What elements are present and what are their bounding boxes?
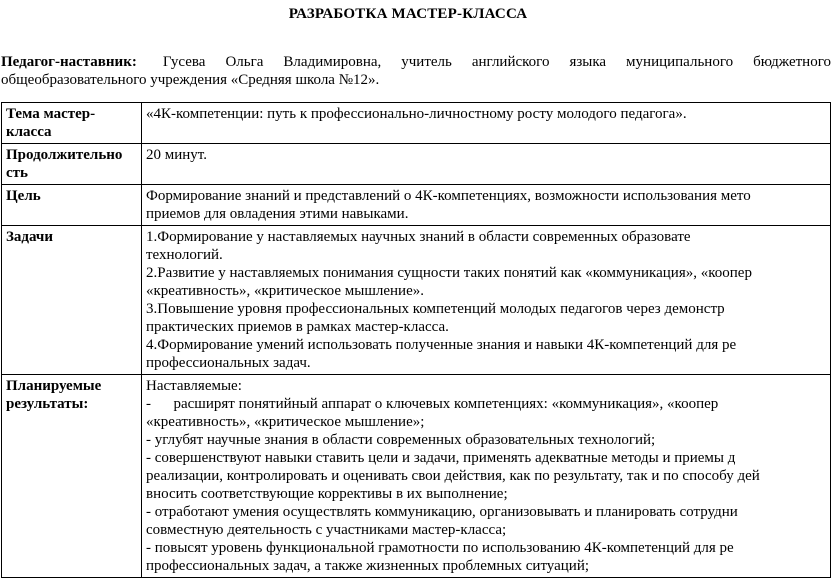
result-line: вносить соответствующие коррективы в их выполнение; xyxy=(146,486,508,502)
label-line: Планируемые xyxy=(6,378,102,394)
teacher-info xyxy=(1,53,831,89)
label-line: Цель xyxy=(6,188,41,204)
label-line: класса xyxy=(6,124,52,140)
teacher-word: английского xyxy=(471,54,550,70)
label-results xyxy=(2,375,142,578)
task-text: профессиональных задач. xyxy=(146,355,311,371)
task-text: Развитие у наставляемых понимания сущности таких понятий как «коммуникация», «коопер xyxy=(157,265,752,281)
result-line: - углубят научные знания в области современных образовательных технологий; xyxy=(146,432,656,448)
result-line: совместную деятельность с участниками мастер-класса; xyxy=(146,522,507,538)
teacher-word: учитель xyxy=(401,54,452,70)
value-line: «4К-компетенции: путь к профессионально-личностному росту молодого педагога». xyxy=(146,106,687,122)
teacher-word: муниципального xyxy=(626,54,734,70)
task-text: Повышение уровня профессиональных компетенций молодых педагогов через демонстр xyxy=(157,301,725,317)
value-tasks xyxy=(142,226,831,375)
teacher-word: бюджетного xyxy=(753,54,831,70)
results-intro: Наставляемые: xyxy=(146,378,242,394)
label-theme xyxy=(2,103,142,144)
document-title: РАЗРАБОТКА МАСТЕР-КЛАССА xyxy=(288,6,528,22)
label-line: сть xyxy=(6,165,28,181)
result-line: - повысят уровень функциональной грамотности по использованию 4К-компетенций для ре xyxy=(146,540,734,556)
result-line: реализации, контролировать и оценивать свои действия, как по результату, так и по способу дей xyxy=(146,468,760,484)
value-duration xyxy=(142,144,831,185)
teacher-line-1 xyxy=(1,53,831,71)
task-number: 4. xyxy=(146,337,158,353)
teacher-word: Ольга xyxy=(225,54,264,70)
result-line: «креативность», «критическое мышление»; xyxy=(146,414,425,430)
value-theme xyxy=(142,103,831,144)
master-class-table xyxy=(1,102,831,578)
teacher-word: языка xyxy=(569,54,607,70)
value-results xyxy=(142,375,831,578)
task-item xyxy=(146,336,827,354)
result-line: профессиональных задач, а также жизненных проблемных ситуаций; xyxy=(146,558,590,574)
label-duration xyxy=(2,144,142,185)
label-goal xyxy=(2,185,142,226)
value-goal xyxy=(142,185,831,226)
label-line: Продолжительно xyxy=(6,147,123,163)
value-line: приемов для овладения этими навыками. xyxy=(146,206,409,222)
task-number: 3. xyxy=(146,301,158,317)
task-text: «креативность», «критическое мышление». xyxy=(146,283,424,299)
table-row-duration xyxy=(2,144,831,185)
table-row-results xyxy=(2,375,831,578)
teacher-word: Владимировна, xyxy=(283,54,382,70)
task-text: технологий. xyxy=(146,247,223,263)
task-text: Формирование умений использовать полученные знания и навыки 4К-компетенций для ре xyxy=(157,337,737,353)
task-number: 2. xyxy=(146,265,158,281)
value-line: 20 минут. xyxy=(146,147,207,163)
task-number: 1. xyxy=(146,229,158,245)
table-row-goal xyxy=(2,185,831,226)
table-row-theme xyxy=(2,103,831,144)
task-text: Формирование у наставляемых научных знаний в области современных образовате xyxy=(157,229,691,245)
result-line: - расширят понятийный аппарат о ключевых компетенциях: «коммуникация», «коопер xyxy=(146,396,719,412)
teacher-label: Педагог-наставник: xyxy=(1,54,137,70)
label-line: Задачи xyxy=(6,229,54,245)
task-item xyxy=(146,264,827,282)
task-item xyxy=(146,228,827,246)
task-text: практических приемов в рамках мастер-класса. xyxy=(146,319,449,335)
task-item xyxy=(146,300,827,318)
teacher-line-2: общеобразовательного учреждения «Средняя школа №12». xyxy=(1,72,380,88)
result-line: - совершенствуют навыки ставить цели и задачи, применять адекватные методы и приемы д xyxy=(146,450,736,466)
teacher-word: Гусева xyxy=(162,54,206,70)
result-line: - отработают умения осуществлять коммуникацию, организовывать и планировать сотрудни xyxy=(146,504,738,520)
table-row-tasks xyxy=(2,226,831,375)
label-line: результаты: xyxy=(6,396,89,412)
label-line: Тема мастер- xyxy=(6,106,96,122)
label-tasks xyxy=(2,226,142,375)
value-line: Формирование знаний и представлений о 4К-компетенциях, возможности использования мето xyxy=(146,188,751,204)
